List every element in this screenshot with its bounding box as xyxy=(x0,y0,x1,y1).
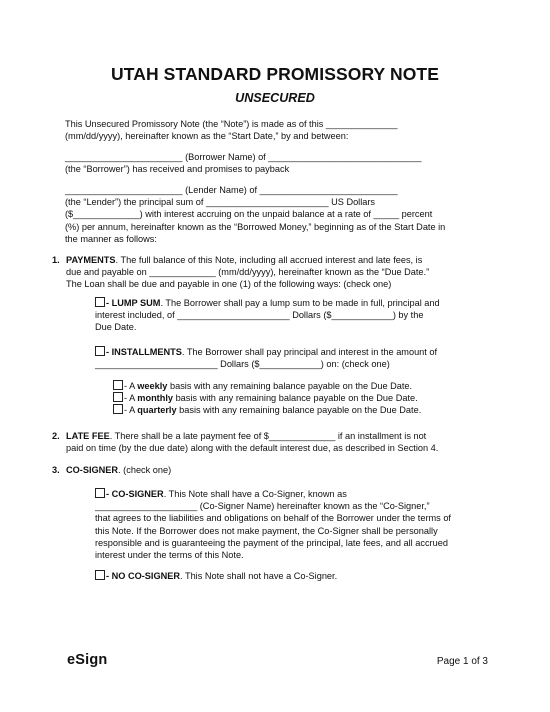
section-1-text: . The full balance of this Note, including all accrued interest and late fees, is xyxy=(115,255,423,265)
co-signer-heading: - CO-SIGNER xyxy=(106,489,164,499)
section-1-number: 1. xyxy=(52,255,60,265)
intro-line: (mm/dd/yyyy), hereinafter known as the “Start Date,” by and between: xyxy=(65,131,349,142)
section-1-heading: PAYMENTS xyxy=(66,255,116,265)
lump-sum-text: . The Borrower shall pay a lump sum to be made in full, principal and xyxy=(160,298,440,308)
section-2-text: paid on time (by the due date) along with the default interest due, as described in Section 4. xyxy=(66,443,439,454)
lender-line: (the “Lender”) the principal sum of ________________________ US Dollars xyxy=(65,197,376,208)
lump-sum-option xyxy=(95,297,520,334)
weekly-checkbox[interactable] xyxy=(113,380,123,390)
section-2-number: 2. xyxy=(52,431,60,441)
co-signer-text: that agrees to the liabilities and obligations on behalf of the Borrower under the terms of xyxy=(95,513,451,524)
lump-sum-text: Due Date. xyxy=(95,322,137,333)
lender-line: ($_____________) with interest accruing on the unpaid balance at a rate of _____ percent xyxy=(65,209,433,220)
document-subtitle: UNSECURED xyxy=(235,91,315,105)
co-signer-text: this Note. If the Borrower does not make payment, the Co-Signer shall be personally xyxy=(95,525,438,536)
lender-line: (%) per annum, hereinafter known as the “Borrowed Money,” beginning as of the Start Date in xyxy=(65,221,446,232)
no-co-signer-text: . This Note shall not have a Co-Signer. xyxy=(180,571,338,581)
lender-line: _______________________ (Lender Name) of ___________________________ xyxy=(65,185,398,195)
quarterly-checkbox[interactable] xyxy=(113,404,123,414)
document-title: UTAH STANDARD PROMISSORY NOTE xyxy=(111,64,439,84)
esign-logo: eSign xyxy=(67,652,108,668)
intro-paragraph xyxy=(65,118,490,142)
section-2-text: . There shall be a late payment fee of $_____________ if an installment is not xyxy=(109,431,427,441)
co-signer-text: ____________________ (Co-Signer Name) hereinafter known as the “Co-Signer,” xyxy=(95,501,430,512)
borrower-paragraph xyxy=(65,151,490,175)
co-signer-text: . This Note shall have a Co-Signer, known as xyxy=(163,489,347,499)
co-signer-text: interest under the terms of this Note. xyxy=(95,550,244,561)
section-2-paragraph xyxy=(66,430,491,454)
section-1-text: The Loan shall be due and payable in one (1) of the following ways: (check one) xyxy=(66,279,392,290)
quarterly-option: - A quarterly basis with any remaining balance payable on the Due Date. xyxy=(113,404,538,416)
borrower-line: (the “Borrower”) has received and promises to payback xyxy=(65,164,290,175)
intro-line: This Unsecured Promissory Note (the “Note”) is made as of this ______________ xyxy=(65,119,398,129)
monthly-checkbox[interactable] xyxy=(113,392,123,402)
lender-line: the manner as follows: xyxy=(65,233,157,244)
section-2-heading: LATE FEE xyxy=(66,431,110,441)
installments-text: ________________________ Dollars ($____________) on: (check one) xyxy=(95,359,390,370)
installments-heading: - INSTALLMENTS xyxy=(106,347,182,357)
section-3-text: . (check one) xyxy=(118,465,172,475)
installment-frequency-options xyxy=(113,380,538,417)
section-3-number: 3. xyxy=(52,465,60,475)
monthly-option: - A monthly basis with any remaining balance payable on the Due Date. xyxy=(113,392,538,404)
installments-option xyxy=(95,346,520,370)
installments-checkbox[interactable] xyxy=(95,346,105,356)
lump-sum-text: interest included, of ______________________ Dollars ($____________) by the xyxy=(95,310,424,321)
section-1-paragraph xyxy=(66,254,491,291)
no-co-signer-checkbox[interactable] xyxy=(95,570,105,580)
co-signer-option xyxy=(95,488,520,561)
lender-paragraph xyxy=(65,184,490,245)
section-1-text: due and payable on _____________ (mm/dd/yyyy), hereinafter known as the “Due Date.” xyxy=(66,267,430,278)
section-3-heading: CO-SIGNER xyxy=(66,465,119,475)
section-3-paragraph xyxy=(66,464,491,476)
installments-text: . The Borrower shall pay principal and interest in the amount of xyxy=(181,347,438,357)
lump-sum-checkbox[interactable] xyxy=(95,297,105,307)
co-signer-text: responsible and is guaranteeing the payment of the principal, late fees, and all accrued xyxy=(95,537,448,548)
no-co-signer-heading: - NO CO-SIGNER xyxy=(106,571,181,581)
page-number: Page 1 of 3 xyxy=(436,656,488,667)
co-signer-checkbox[interactable] xyxy=(95,488,105,498)
no-co-signer-option xyxy=(95,570,520,582)
lump-sum-heading: - LUMP SUM xyxy=(106,298,161,308)
weekly-option: - A weekly basis with any remaining balance payable on the Due Date. xyxy=(113,380,538,392)
borrower-line: _______________________ (Borrower Name) of ______________________________ xyxy=(65,152,422,162)
